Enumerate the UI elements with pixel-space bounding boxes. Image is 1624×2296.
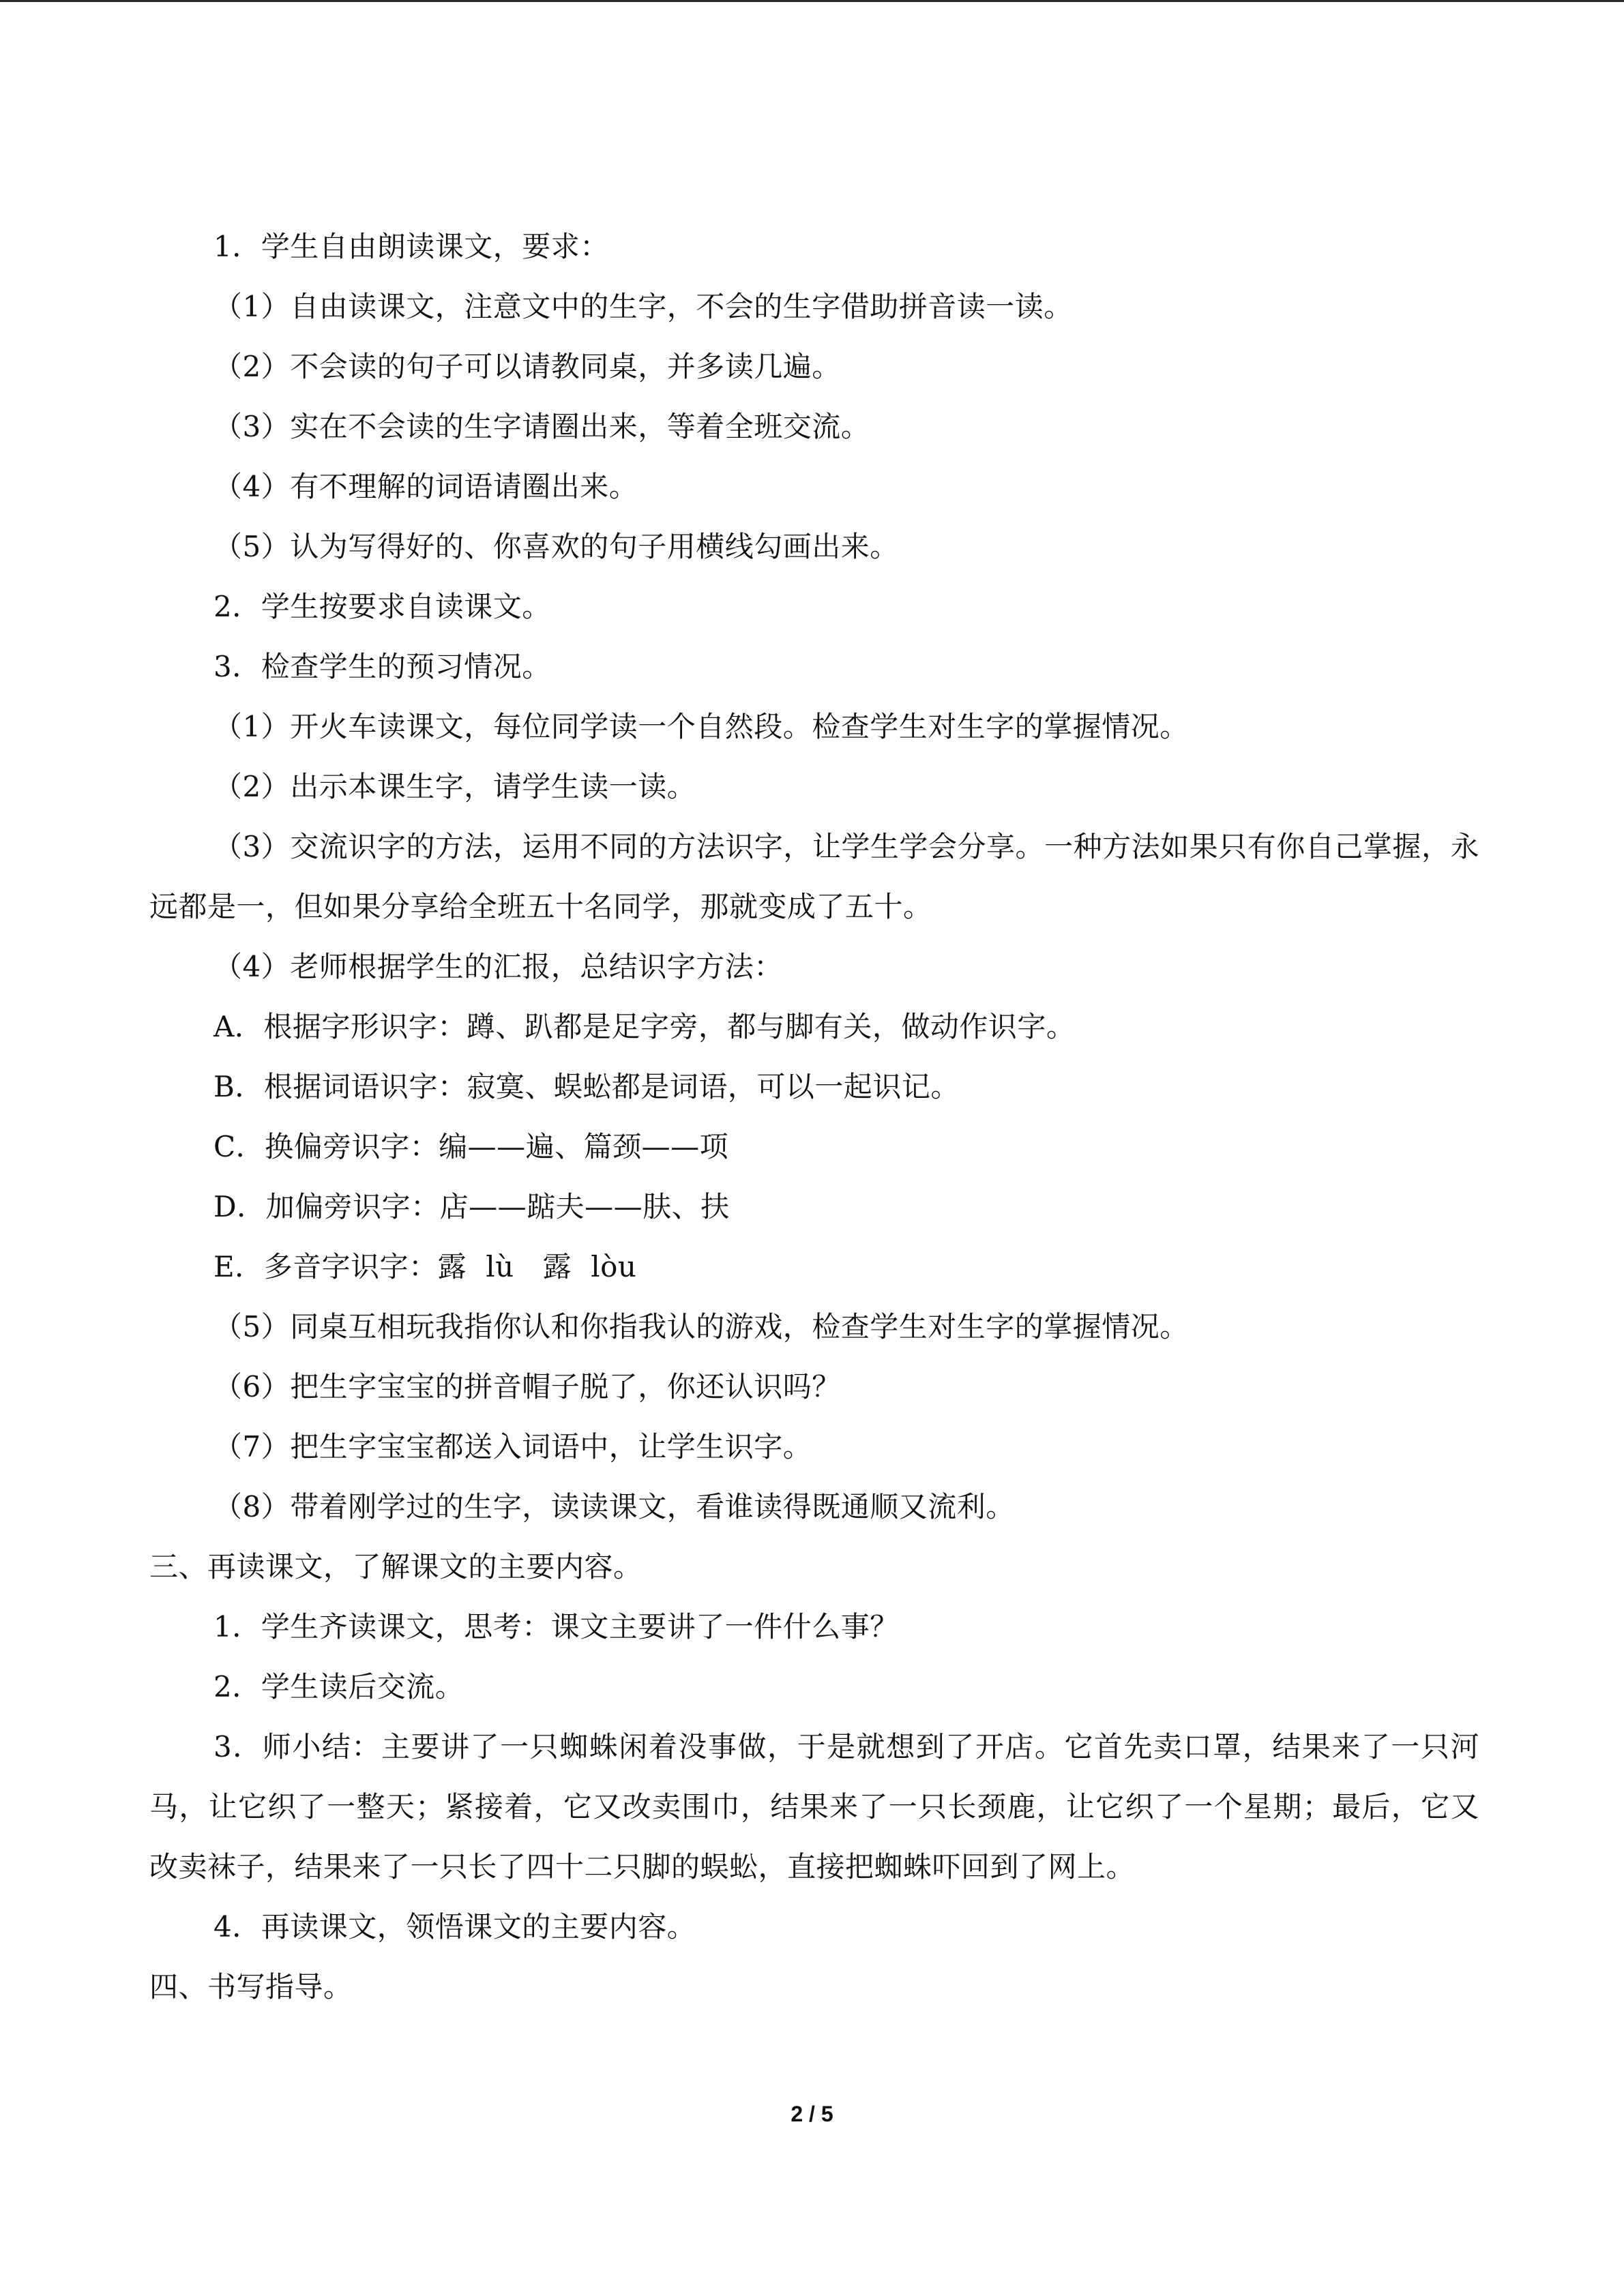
method-e-label: E．多音字识字：: [213, 1250, 438, 1283]
requirement-1: （1）自由读课文，注意文中的生字，不会的生字借助拼音读一读。: [213, 290, 1073, 323]
step-2: 2．学生按要求自读课文。: [213, 590, 551, 623]
method-d: D．加偏旁识字：店——踮夫——肤、扶: [213, 1190, 730, 1223]
step-1-heading: 1．学生自由朗读课文，要求：: [213, 230, 609, 263]
method-e: [149, 1237, 1479, 1297]
check-item-3-paragraph: （3）交流识字的方法，运用不同的方法识字，让学生学会分享。一种方法如果只有你自己掌握，永远都是一，但如果分享给全班五十名同学，那就变成了五十。: [149, 830, 1479, 923]
check-item-1: （1）开火车读课文，每位同学读一个自然段。检查学生对生字的掌握情况。: [213, 710, 1189, 743]
step-3-heading: 3．检查学生的预习情况。: [213, 650, 551, 683]
check-item-8: （8）带着刚学过的生字，读读课文，看谁读得既通顺又流利。: [213, 1490, 1015, 1523]
polyphone-pinyin-1: lù: [486, 1250, 514, 1283]
check-item-5: （5）同桌互相玩我指你认和你指我认的游戏，检查学生对生字的掌握情况。: [213, 1310, 1189, 1343]
check-item-6: （6）把生字宝宝的拼音帽子脱了，你还认识吗？: [213, 1370, 841, 1403]
check-item-7: （7）把生字宝宝都送入词语中，让学生识字。: [213, 1430, 812, 1463]
teacher-summary-paragraph: 3．师小结：主要讲了一只蜘蛛闲着没事做，于是就想到了开店。它首先卖口罩，结果来了一只河马，让它织了一整天；紧接着，它又改卖围巾，结果来了一只长颈鹿，让它织了一个星期；最后，它又改卖袜子，结果来了一只长了四十二只脚的蜈蚣，直接把蜘蛛吓回到了网上。: [149, 1730, 1479, 1883]
method-c: C．换偏旁识字：编——遍、篇颈——项: [213, 1130, 729, 1163]
top-border-rule: [0, 0, 1624, 2]
section-3-step-1: 1．学生齐读课文，思考：课文主要讲了一件什么事？: [213, 1610, 899, 1643]
requirement-3: （3）实在不会读的生字请圈出来，等着全班交流。: [213, 410, 870, 443]
section-3-heading: 三、再读课文，了解课文的主要内容。: [149, 1550, 643, 1583]
page-number: 2 / 5: [791, 2102, 833, 2126]
method-a: A．根据字形识字：蹲、趴都是足字旁，都与脚有关，做动作识字。: [213, 1010, 1076, 1043]
requirement-2: （2）不会读的句子可以请教同桌，并多读几遍。: [213, 350, 841, 383]
polyphone-char-1: 露: [437, 1250, 467, 1283]
polyphone-char-2: 露: [542, 1250, 572, 1283]
check-item-4: （4）老师根据学生的汇报，总结识字方法：: [213, 950, 783, 983]
document-body: [149, 217, 1479, 2017]
requirement-5: （5）认为写得好的、你喜欢的句子用横线勾画出来。: [213, 530, 899, 563]
polyphone-pinyin-2: lòu: [591, 1250, 637, 1283]
check-item-2: （2）出示本课生字，请学生读一读。: [213, 770, 696, 803]
method-b: B．根据词语识字：寂寞、蜈蚣都是词语，可以一起识记。: [213, 1070, 960, 1103]
requirement-4: （4）有不理解的词语请圈出来。: [213, 470, 638, 503]
section-3-step-2: 2．学生读后交流。: [213, 1670, 464, 1703]
section-4-heading: 四、书写指导。: [149, 1970, 353, 2003]
section-3-step-4: 4．再读课文，领悟课文的主要内容。: [213, 1910, 696, 1943]
